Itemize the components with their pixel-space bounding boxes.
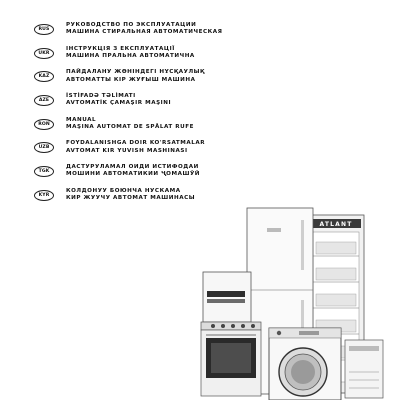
language-code-badge: RON xyxy=(34,119,54,130)
manual-title: İSTİFADƏ TƏLİMATI xyxy=(66,93,136,100)
language-entry xyxy=(34,117,334,141)
product-name: МАШИНА ПРАЛЬНА АВТОМАТИЧНА xyxy=(66,52,195,59)
language-entry xyxy=(34,164,334,188)
language-entry xyxy=(34,22,334,46)
manual-title: КОЛДОНУУ БОЮНЧА НУСКАМА xyxy=(66,187,181,194)
product-name: КИР ЖУУЧУ АВТОМАТ МАШИНАСЫ xyxy=(66,195,196,202)
product-name: МОШИНИ АВТОМАТИКИИ ҶОМАШӮӢ xyxy=(66,171,201,178)
manual-title: ДАСТУРУЛАМАЛ ОИДИ ИСТИФОДАИ xyxy=(66,164,199,171)
dishwasher-illustration xyxy=(345,340,383,398)
language-code-badge: UKR xyxy=(34,48,54,59)
product-name: МАШИНА СТИРАЛЬНАЯ АВТОМАТИЧЕСКАЯ xyxy=(66,29,223,36)
language-entry xyxy=(34,69,334,93)
product-name: АВТОМАТТЫ КІР ЖУҒЫШ МАШИНА xyxy=(66,76,196,83)
cooker-illustration xyxy=(201,322,261,396)
manual-title: ІНСТРУКЦІЯ З ЕКСПЛУАТАЦІЇ xyxy=(66,45,175,52)
product-name: MAŞINA AUTOMAT DE SPĂLAT RUFE xyxy=(66,123,194,130)
cabinet-illustration xyxy=(203,272,251,322)
language-code-badge: UZB xyxy=(34,142,54,153)
language-entry xyxy=(34,93,334,117)
language-code-badge: AZE xyxy=(34,95,54,106)
language-code-badge: TGK xyxy=(34,166,54,177)
language-list xyxy=(34,22,334,212)
language-entry xyxy=(34,46,334,70)
language-entry xyxy=(34,140,334,164)
manual-title: ПАЙДАЛАНУ ЖӨНІНДЕГІ НҰСҚАУЛЫҚ xyxy=(66,69,205,76)
language-code-badge: KYR xyxy=(34,190,54,201)
manual-title: MANUAL xyxy=(66,116,97,123)
product-name: AVTOMAT KIR YUVISH MASHINASI xyxy=(66,147,188,154)
manual-title: FOYDALANISHGA DOIR KO'RSATMALAR xyxy=(66,140,206,147)
brand-label: ATLANT xyxy=(319,221,353,228)
language-code-badge: RUS xyxy=(34,24,54,35)
appliances-illustration xyxy=(195,200,400,400)
washing-machine-illustration xyxy=(269,328,341,400)
manual-title: РУКОВОДСТВО ПО ЭКСПЛУАТАЦИИ xyxy=(66,22,197,28)
product-name: AVTOMATİK ÇAMAŞIR MAŞINI xyxy=(66,100,172,107)
language-code-badge: KAZ xyxy=(34,71,54,82)
